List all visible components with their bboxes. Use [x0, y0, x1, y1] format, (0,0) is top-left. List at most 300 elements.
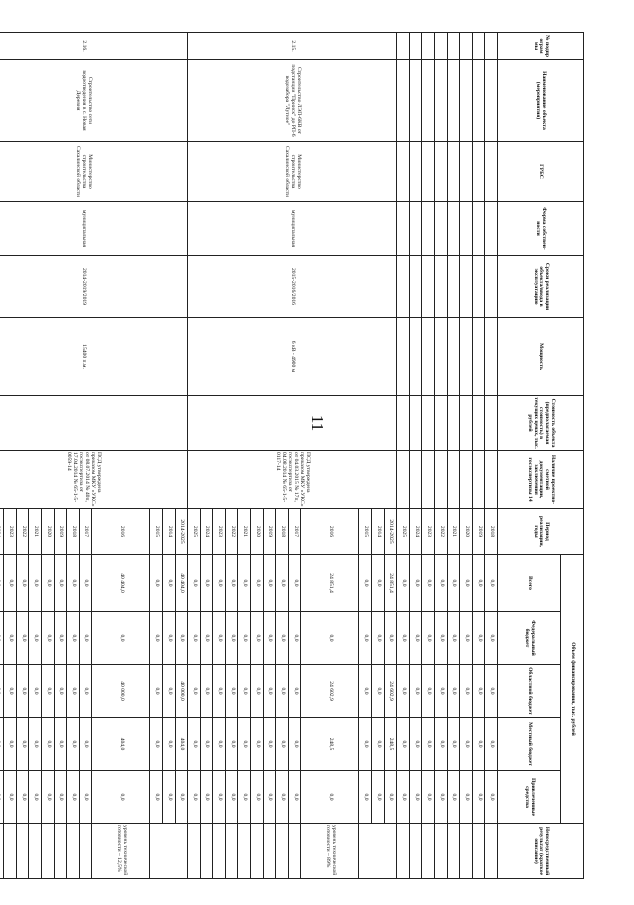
result-cell: [263, 824, 276, 879]
table-row: [460, 33, 473, 879]
col-no-header: № подпр ограм мы: [498, 33, 584, 60]
object-grbs: Министерство строительства Сахалинской области: [0, 142, 188, 202]
value-cell: 0,0: [162, 612, 175, 665]
value-cell: 0,0: [359, 665, 372, 718]
col-grbs-header: ГРБС: [498, 142, 584, 202]
col-attracted-header: Привлеченные средства: [498, 771, 561, 824]
value-cell: 0,0: [397, 718, 410, 771]
empty-cell: [409, 142, 422, 202]
empty-cell: [472, 142, 485, 202]
empty-cell: [472, 318, 485, 396]
value-cell: 0,0: [213, 612, 226, 665]
value-cell: 0,0: [175, 771, 188, 824]
period-cell: 2014-2025: [175, 509, 188, 555]
value-cell: 0,0: [54, 665, 67, 718]
result-cell: [150, 824, 188, 879]
value-cell: 0,0: [263, 771, 276, 824]
empty-cell: [435, 396, 448, 451]
table-row: [384, 33, 397, 879]
empty-cell: [435, 202, 448, 256]
value-cell: 0,0: [472, 612, 485, 665]
value-cell: 0,0: [251, 665, 264, 718]
empty-cell: [409, 256, 422, 318]
col-term-header: Сроки реализации объекта/ввода в эксплуатацию: [498, 256, 584, 318]
result-cell: [251, 824, 264, 879]
col-ownership-header: Форма собствен-ности: [498, 202, 584, 256]
period-cell: 2023: [422, 509, 435, 555]
value-cell: 0,0: [288, 718, 301, 771]
empty-cell: [460, 396, 473, 451]
value-cell: 0,0: [435, 718, 448, 771]
period-cell: 2020: [251, 509, 264, 555]
value-cell: 0,0: [422, 555, 435, 612]
value-cell: 0,0: [372, 665, 385, 718]
object-capacity: 6 кВ - 4900 м: [188, 318, 397, 396]
object-result: уровень технической готовности – 89%: [301, 824, 359, 879]
empty-cell: [472, 33, 485, 60]
value-cell: 0,0: [409, 665, 422, 718]
object-number: 2.15.: [188, 33, 397, 60]
value-cell: 0,0: [288, 612, 301, 665]
value-cell: 0,0: [359, 718, 372, 771]
value-cell: 0,0: [472, 718, 485, 771]
result-cell: [422, 824, 435, 879]
result-cell: [0, 824, 4, 879]
object-name: Строительство сети водоотведения в с. Новая Деревня: [0, 60, 188, 142]
financing-table-sheet: [7, 32, 584, 878]
result-cell: [67, 824, 80, 879]
result-cell: [54, 824, 67, 879]
value-cell: 0,0: [359, 771, 372, 824]
empty-cell: [460, 60, 473, 142]
value-cell: [0, 771, 4, 824]
empty-cell: [485, 318, 498, 396]
value-cell: 0,0: [4, 555, 17, 612]
value-cell: 0,0: [263, 555, 276, 612]
empty-cell: [397, 318, 410, 396]
result-cell: [472, 824, 485, 879]
period-cell: 2022: [435, 509, 448, 555]
result-cell: [29, 824, 42, 879]
value-cell: 0,0: [67, 718, 80, 771]
empty-cell: [435, 142, 448, 202]
value-cell: 0,0: [54, 718, 67, 771]
value-cell: 0,0: [372, 771, 385, 824]
value-cell: 248,5: [384, 718, 397, 771]
result-cell: [288, 824, 301, 879]
table-row: [472, 33, 485, 879]
table-row: [175, 33, 188, 879]
value-cell: 0,0: [67, 771, 80, 824]
value-cell: [0, 665, 4, 718]
value-cell: 0,0: [276, 718, 289, 771]
value-cell: 0,0: [150, 665, 163, 718]
value-cell: 0,0: [288, 555, 301, 612]
value-cell: 0,0: [54, 771, 67, 824]
value-cell: 0,0: [409, 718, 422, 771]
value-cell: 0,0: [276, 665, 289, 718]
value-cell: 0,0: [79, 718, 92, 771]
empty-cell: [422, 202, 435, 256]
value-cell: 0,0: [4, 718, 17, 771]
value-cell: 0,0: [288, 771, 301, 824]
financing-table: [0, 32, 584, 879]
object-name: Строительство ЛЭП-6КВ от подстанции "Прииск" до РП-6 водозабора "Лутное": [188, 60, 397, 142]
value-cell: 0,0: [79, 771, 92, 824]
result-cell: [276, 824, 289, 879]
value-cell: 0,0: [460, 771, 473, 824]
table-row: [485, 33, 498, 879]
empty-cell: [472, 451, 485, 509]
col-local-header: Местный бюджет: [498, 718, 561, 771]
value-cell: 0,0: [372, 718, 385, 771]
value-cell: 0,0: [213, 555, 226, 612]
empty-cell: [447, 396, 460, 451]
value-cell: 24 602,9: [384, 665, 397, 718]
value-cell: 0,0: [397, 665, 410, 718]
value-cell: 0,0: [162, 718, 175, 771]
empty-cell: [485, 396, 498, 451]
value-cell: 0,0: [485, 771, 498, 824]
value-cell: [0, 612, 4, 665]
value-cell: 0,0: [4, 665, 17, 718]
value-cell: 40 404,0: [175, 555, 188, 612]
value-cell: 0,0: [41, 555, 54, 612]
empty-cell: [472, 202, 485, 256]
value-cell: 0,0: [422, 771, 435, 824]
value-cell: 0,0: [150, 555, 163, 612]
value-cell: 0,0: [213, 771, 226, 824]
empty-cell: [485, 33, 498, 60]
value-cell: 0,0: [16, 555, 29, 612]
value-cell: 0,0: [41, 612, 54, 665]
col-name-header: Наименование объекта (мероприятия): [498, 60, 584, 142]
table-row: [447, 33, 460, 879]
period-cell: [0, 509, 4, 555]
period-cell: 2023: [213, 509, 226, 555]
value-cell: 40 000,0: [92, 665, 150, 718]
value-cell: 0,0: [79, 612, 92, 665]
object-term: 2014-2019/2019: [0, 256, 188, 318]
empty-cell: [409, 202, 422, 256]
value-cell: 0,0: [384, 771, 397, 824]
period-cell: 2016: [92, 509, 150, 555]
col-federal-header: Федеральный бюджет: [498, 612, 561, 665]
empty-cell: [409, 396, 422, 451]
value-cell: 0,0: [397, 771, 410, 824]
value-cell: 0,0: [447, 718, 460, 771]
period-cell: 2020: [460, 509, 473, 555]
empty-cell: [422, 60, 435, 142]
value-cell: 0,0: [29, 771, 42, 824]
col-capacity-header: Мощность: [498, 318, 584, 396]
value-cell: 0,0: [225, 555, 238, 612]
value-cell: 0,0: [447, 771, 460, 824]
value-cell: 0,0: [359, 555, 372, 612]
value-cell: 0,0: [16, 665, 29, 718]
period-cell: 2022: [16, 509, 29, 555]
value-cell: 24 851,4: [384, 555, 397, 612]
value-cell: 40 404,0: [92, 555, 150, 612]
page-number: 11: [308, 414, 327, 432]
col-cost-header: Стоимость объекта (предполагаемая стоимость) в текущих ценах, тыс. рублей: [498, 396, 584, 451]
value-cell: 0,0: [54, 555, 67, 612]
value-cell: 0,0: [188, 718, 201, 771]
empty-cell: [397, 60, 410, 142]
object-ownership: муниципальная: [0, 202, 188, 256]
empty-cell: [460, 33, 473, 60]
value-cell: 0,0: [422, 665, 435, 718]
empty-cell: [409, 318, 422, 396]
value-cell: 0,0: [435, 665, 448, 718]
period-cell: 2018: [276, 509, 289, 555]
value-cell: 0,0: [150, 612, 163, 665]
empty-cell: [422, 396, 435, 451]
value-cell: 0,0: [188, 771, 201, 824]
object-term: 2015-2016/2016: [188, 256, 397, 318]
value-cell: 0,0: [276, 612, 289, 665]
period-cell: 2015: [359, 509, 372, 555]
period-cell: 2022: [225, 509, 238, 555]
empty-cell: [485, 60, 498, 142]
value-cell: 0,0: [485, 612, 498, 665]
value-cell: 0,0: [67, 665, 80, 718]
value-cell: 0,0: [29, 718, 42, 771]
empty-cell: [397, 256, 410, 318]
empty-cell: [422, 142, 435, 202]
table-row: [422, 33, 435, 879]
empty-cell: [447, 318, 460, 396]
value-cell: 404,0: [92, 718, 150, 771]
empty-cell: [409, 451, 422, 509]
value-cell: 0,0: [29, 665, 42, 718]
value-cell: 0,0: [359, 612, 372, 665]
period-cell: 2021: [238, 509, 251, 555]
value-cell: 0,0: [16, 612, 29, 665]
value-cell: 0,0: [288, 665, 301, 718]
value-cell: 0,0: [422, 718, 435, 771]
value-cell: 0,0: [251, 718, 264, 771]
value-cell: 0,0: [447, 665, 460, 718]
value-cell: 0,0: [200, 612, 213, 665]
result-cell: [397, 824, 410, 879]
value-cell: 0,0: [251, 555, 264, 612]
value-cell: 0,0: [54, 612, 67, 665]
value-cell: 0,0: [472, 555, 485, 612]
result-cell: [188, 824, 201, 879]
value-cell: 40 000,0: [175, 665, 188, 718]
empty-cell: [422, 33, 435, 60]
value-cell: 0,0: [162, 771, 175, 824]
result-cell: [79, 824, 92, 879]
result-cell: [225, 824, 238, 879]
table-row: [397, 33, 410, 879]
value-cell: 0,0: [238, 771, 251, 824]
value-cell: 0,0: [397, 612, 410, 665]
value-cell: 0,0: [200, 555, 213, 612]
value-cell: 0,0: [150, 718, 163, 771]
period-cell: 2016: [301, 509, 359, 555]
value-cell: 0,0: [175, 612, 188, 665]
result-cell: [16, 824, 29, 879]
empty-cell: [397, 33, 410, 60]
value-cell: 0,0: [238, 612, 251, 665]
empty-cell: [397, 451, 410, 509]
value-cell: 404,0: [175, 718, 188, 771]
value-cell: 0,0: [485, 665, 498, 718]
value-cell: 0,0: [276, 555, 289, 612]
empty-cell: [472, 256, 485, 318]
value-cell: 0,0: [263, 718, 276, 771]
empty-cell: [422, 256, 435, 318]
period-cell: 2015: [150, 509, 163, 555]
col-total-header: Всего: [498, 555, 561, 612]
value-cell: 24 602,9: [301, 665, 359, 718]
value-cell: 0,0: [372, 555, 385, 612]
value-cell: 0,0: [67, 555, 80, 612]
empty-cell: [422, 318, 435, 396]
period-cell: 2021: [447, 509, 460, 555]
value-cell: 0,0: [460, 555, 473, 612]
value-cell: 0,0: [263, 665, 276, 718]
value-cell: 0,0: [301, 771, 359, 824]
value-cell: 0,0: [4, 771, 17, 824]
value-cell: 0,0: [162, 665, 175, 718]
period-cell: 2024: [200, 509, 213, 555]
value-cell: 0,0: [200, 771, 213, 824]
value-cell: 0,0: [4, 612, 17, 665]
empty-cell: [435, 318, 448, 396]
value-cell: 0,0: [79, 665, 92, 718]
value-cell: 0,0: [213, 718, 226, 771]
period-cell: 2025: [188, 509, 201, 555]
empty-cell: [485, 202, 498, 256]
value-cell: 0,0: [251, 771, 264, 824]
object-cost: [188, 396, 397, 451]
value-cell: 0,0: [16, 718, 29, 771]
value-cell: 0,0: [460, 665, 473, 718]
value-cell: 0,0: [397, 555, 410, 612]
value-cell: 0,0: [238, 718, 251, 771]
table-body: [0, 33, 498, 879]
object-cost: [0, 396, 188, 451]
value-cell: 0,0: [435, 771, 448, 824]
object-psd: ПСД утверждена приказом МКУ «УКС» от 04.03.2015 № 17п, госэкспертиза от 04.08.2014 № 65-1-5-0117-14: [188, 451, 397, 509]
empty-cell: [435, 451, 448, 509]
period-cell: 2017: [288, 509, 301, 555]
result-cell: [409, 824, 422, 879]
value-cell: 0,0: [67, 612, 80, 665]
empty-cell: [447, 33, 460, 60]
value-cell: 0,0: [188, 612, 201, 665]
value-cell: [0, 555, 4, 612]
result-cell: [447, 824, 460, 879]
value-cell: 0,0: [29, 555, 42, 612]
result-cell: [213, 824, 226, 879]
empty-cell: [435, 256, 448, 318]
period-cell: 2014: [372, 509, 385, 555]
period-cell: 2025: [397, 509, 410, 555]
result-cell: [435, 824, 448, 879]
empty-cell: [472, 396, 485, 451]
object-capacity: 15400 п.м.: [0, 318, 188, 396]
value-cell: 0,0: [92, 771, 150, 824]
value-cell: 0,0: [225, 771, 238, 824]
empty-cell: [409, 33, 422, 60]
value-cell: 0,0: [460, 718, 473, 771]
empty-cell: [447, 60, 460, 142]
value-cell: 0,0: [225, 612, 238, 665]
empty-cell: [397, 142, 410, 202]
col-period-header: Период реализации, годы: [498, 509, 584, 555]
object-number: 2.16.: [0, 33, 188, 60]
object-grbs: Министерство строительства Сахалинской области: [188, 142, 397, 202]
value-cell: 0,0: [16, 771, 29, 824]
value-cell: 0,0: [92, 612, 150, 665]
empty-cell: [485, 451, 498, 509]
object-psd: ПСД утверждена приказом МКУ «УКС» от 08.07.2014 № 40п, госэкспертиза от 17.04.2014 № 65-1-5-0059-14: [0, 451, 188, 509]
value-cell: 0,0: [384, 612, 397, 665]
value-cell: 0,0: [472, 771, 485, 824]
value-cell: 24 851,4: [301, 555, 359, 612]
value-cell: 0,0: [263, 612, 276, 665]
value-cell: 0,0: [79, 555, 92, 612]
empty-cell: [460, 318, 473, 396]
empty-cell: [460, 202, 473, 256]
value-cell: 0,0: [238, 665, 251, 718]
empty-cell: [460, 142, 473, 202]
col-result-header: Непосредственный результат (краткое описание): [498, 824, 584, 879]
empty-cell: [397, 202, 410, 256]
empty-cell: [409, 60, 422, 142]
value-cell: 0,0: [276, 771, 289, 824]
value-cell: 0,0: [41, 771, 54, 824]
value-cell: 0,0: [472, 665, 485, 718]
result-cell: [485, 824, 498, 879]
value-cell: 248,5: [301, 718, 359, 771]
result-cell: [4, 824, 17, 879]
value-cell: 0,0: [188, 555, 201, 612]
empty-cell: [435, 60, 448, 142]
value-cell: 0,0: [225, 665, 238, 718]
value-cell: 0,0: [213, 665, 226, 718]
value-cell: 0,0: [460, 612, 473, 665]
value-cell: 0,0: [150, 771, 163, 824]
empty-cell: [485, 142, 498, 202]
value-cell: 0,0: [251, 612, 264, 665]
period-cell: 2020: [41, 509, 54, 555]
result-cell: [238, 824, 251, 879]
col-psd-header: Наличие проектно-сметной документации, заключения госэкспертизы 14: [498, 451, 584, 509]
col-regional-header: Областной бюджет: [498, 665, 561, 718]
result-cell: [200, 824, 213, 879]
object-ownership: муниципальная: [188, 202, 397, 256]
object-result: уровень технической готовности – 12,5%: [92, 824, 150, 879]
value-cell: [0, 718, 4, 771]
empty-cell: [485, 256, 498, 318]
table-row: [409, 33, 422, 879]
empty-cell: [397, 396, 410, 451]
result-cell: [41, 824, 54, 879]
value-cell: 0,0: [485, 718, 498, 771]
value-cell: 0,0: [485, 555, 498, 612]
period-cell: 2014: [162, 509, 175, 555]
value-cell: 0,0: [41, 718, 54, 771]
period-cell: 2019: [472, 509, 485, 555]
value-cell: 0,0: [225, 718, 238, 771]
result-cell: [460, 824, 473, 879]
value-cell: 0,0: [372, 612, 385, 665]
